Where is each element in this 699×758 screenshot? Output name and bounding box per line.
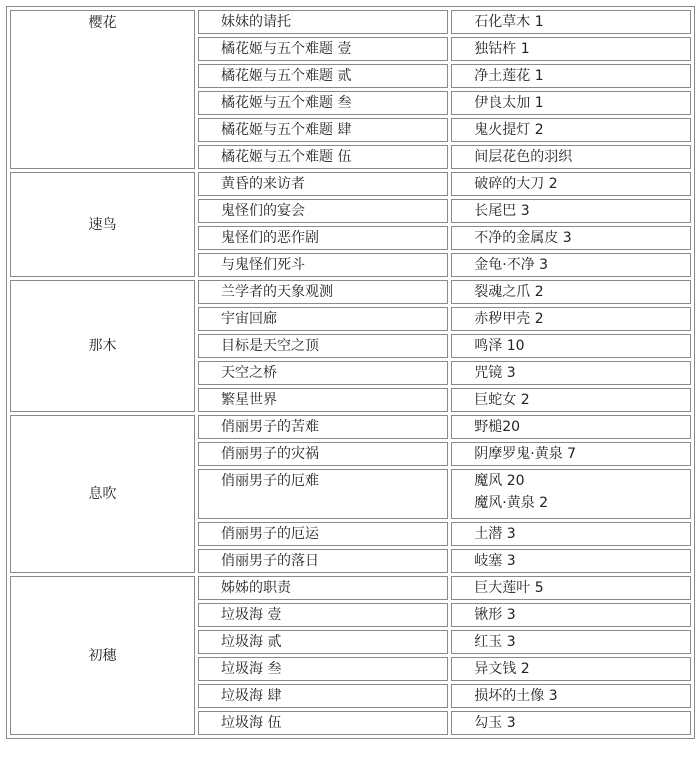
reward-item: 赤秽甲壳 2 [474, 311, 544, 327]
chapter-name-cell: 垃圾海 伍 [198, 711, 448, 735]
reward-cell [451, 657, 691, 681]
reward-cell [451, 334, 691, 358]
group-name-cell: 速鸟 [10, 172, 195, 277]
reward-item: 独钴杵 1 [474, 41, 530, 57]
reward-item: 鸣泽 10 [474, 338, 525, 354]
reward-cell [451, 280, 691, 304]
reward-item: 魔风·黄泉 2 [474, 495, 549, 511]
chapter-name-cell: 俏丽男子的落日 [198, 549, 448, 573]
reward-cell [451, 118, 691, 142]
chapter-name-cell: 橘花姬与五个难题 贰 [198, 64, 448, 88]
reward-cell [451, 603, 691, 627]
chapter-name-cell: 橘花姬与五个难题 肆 [198, 118, 448, 142]
reward-cell [451, 37, 691, 61]
table-body [10, 10, 691, 735]
reward-cell [451, 469, 691, 519]
chapter-name-cell: 俏丽男子的厄运 [198, 522, 448, 546]
chapter-name-cell: 天空之桥 [198, 361, 448, 385]
reward-cell [451, 522, 691, 546]
chapter-name-cell: 橘花姬与五个难题 壹 [198, 37, 448, 61]
chapter-name-cell: 妹妹的请托 [198, 10, 448, 34]
chapter-name-cell: 姊姊的职责 [198, 576, 448, 600]
reward-item: 勾玉 3 [474, 715, 516, 731]
chapter-name-cell: 橘花姬与五个难题 叁 [198, 91, 448, 115]
chapter-reward-table [6, 6, 695, 739]
chapter-name-cell: 垃圾海 叁 [198, 657, 448, 681]
chapter-name-cell: 俏丽男子的厄难 [198, 469, 448, 519]
reward-cell [451, 64, 691, 88]
chapter-name-cell: 宇宙回廊 [198, 307, 448, 331]
reward-cell [451, 253, 691, 277]
reward-item: 魔风 20 [474, 473, 525, 489]
chapter-name-cell: 繁星世界 [198, 388, 448, 412]
reward-item: 伊良太加 1 [474, 95, 544, 111]
reward-item: 破碎的大刀 2 [474, 176, 558, 192]
reward-item: 不净的金属皮 3 [474, 230, 572, 246]
reward-cell [451, 415, 691, 439]
table-row [10, 280, 691, 304]
reward-item: 间层花色的羽织 [474, 149, 573, 165]
reward-item: 咒镜 3 [474, 365, 516, 381]
table-row [10, 172, 691, 196]
reward-item: 金龟·不净 3 [474, 257, 549, 273]
group-name-cell: 息吹 [10, 415, 195, 573]
reward-cell [451, 442, 691, 466]
reward-item: 巨大莲叶 5 [474, 580, 544, 596]
reward-cell [451, 684, 691, 708]
chapter-name-cell: 鬼怪们的宴会 [198, 199, 448, 223]
reward-cell [451, 91, 691, 115]
chapter-name-cell: 俏丽男子的灾祸 [198, 442, 448, 466]
reward-item: 阴摩罗鬼·黄泉 7 [474, 446, 577, 462]
reward-cell [451, 711, 691, 735]
reward-item: 野槌20 [474, 419, 521, 435]
group-name-cell: 那木 [10, 280, 195, 412]
reward-cell [451, 10, 691, 34]
reward-cell [451, 145, 691, 169]
group-name-cell: 初穗 [10, 576, 195, 735]
chapter-name-cell: 目标是天空之顶 [198, 334, 448, 358]
chapter-name-cell: 与鬼怪们死斗 [198, 253, 448, 277]
chapter-name-cell: 黄昏的来访者 [198, 172, 448, 196]
reward-item: 长尾巴 3 [474, 203, 530, 219]
reward-item: 净土莲花 1 [474, 68, 544, 84]
chapter-name-cell: 兰学者的天象观测 [198, 280, 448, 304]
reward-cell [451, 361, 691, 385]
chapter-name-cell: 鬼怪们的恶作剧 [198, 226, 448, 250]
reward-item: 裂魂之爪 2 [474, 284, 544, 300]
chapter-name-cell: 俏丽男子的苦难 [198, 415, 448, 439]
chapter-name-cell: 垃圾海 贰 [198, 630, 448, 654]
reward-item: 岐塞 3 [474, 553, 516, 569]
reward-item: 石化草木 1 [474, 14, 544, 30]
table-row [10, 10, 691, 34]
reward-item: 异文钱 2 [474, 661, 530, 677]
reward-cell [451, 307, 691, 331]
reward-cell [451, 576, 691, 600]
reward-cell [451, 172, 691, 196]
reward-cell [451, 549, 691, 573]
chapter-name-cell: 垃圾海 壹 [198, 603, 448, 627]
reward-cell [451, 199, 691, 223]
reward-item: 损坏的土像 3 [474, 688, 558, 704]
reward-cell [451, 630, 691, 654]
reward-item: 锹形 3 [474, 607, 516, 623]
chapter-name-cell: 垃圾海 肆 [198, 684, 448, 708]
group-name-cell: 樱花 [10, 10, 195, 169]
table-row [10, 576, 691, 600]
table-row [10, 415, 691, 439]
reward-cell [451, 388, 691, 412]
chapter-name-cell: 橘花姬与五个难题 伍 [198, 145, 448, 169]
reward-item: 红玉 3 [474, 634, 516, 650]
reward-cell [451, 226, 691, 250]
reward-item: 土潜 3 [474, 526, 516, 542]
reward-item: 鬼火提灯 2 [474, 122, 544, 138]
reward-item: 巨蛇女 2 [474, 392, 530, 408]
